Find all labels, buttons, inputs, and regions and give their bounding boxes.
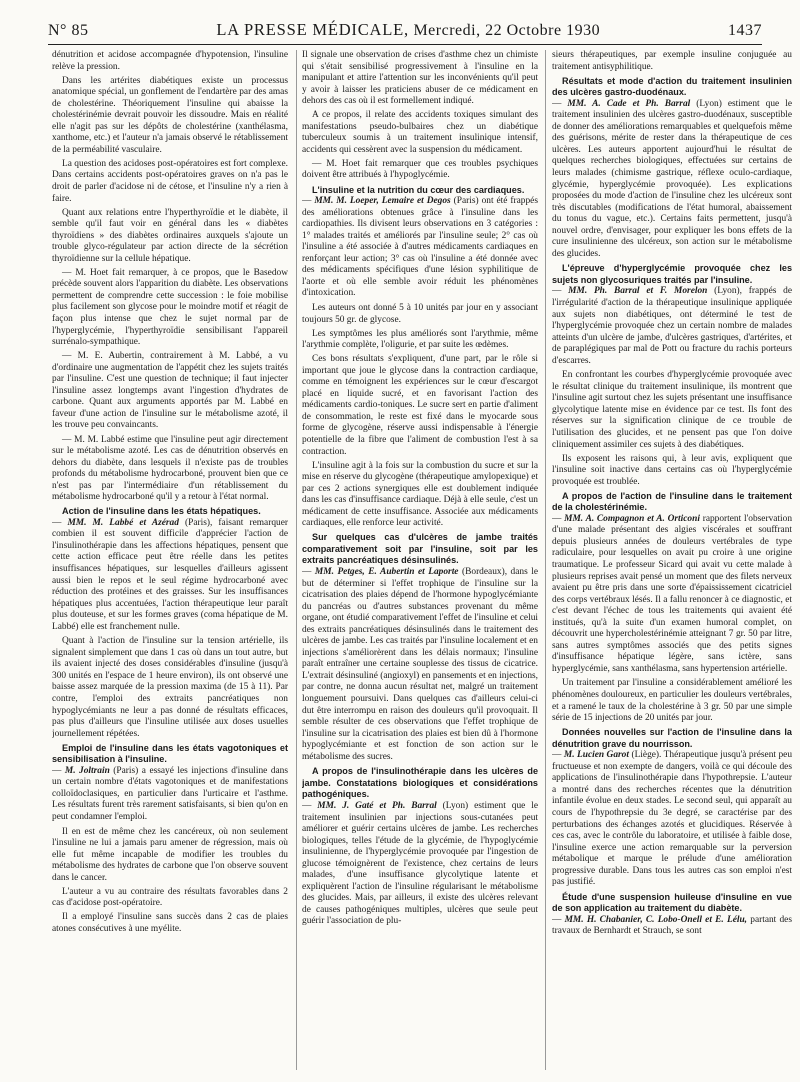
- communication-authors: MM. H. Chabanier, C. Lobo-Onell et E. Lélu,: [564, 914, 748, 925]
- communication-authors: MM. A. Cade et Ph. Barral: [567, 98, 691, 109]
- paragraph: L'insuline agit à la fois sur la combustion du sucre et sur la mise en réserve du glycogène (thérapeutique amylopexique) et par ces 2 actions synergiques elle est doublement indiquée dans les cas d'insuffisance cardiaque. Déjà à elle seule, c'est un médicament de cette insuffisance. Associée aux médicaments cardiaques, elle renforce leur activité.: [302, 460, 538, 529]
- paragraph: — M. E. Aubertin, contrairement à M. Labbé, a vu d'ordinaire une augmentation de l'appétit chez les sujets traités par l'insuline. C'est une question de technique; il faut injecter l'insuline assez longtemps avant l'ingestion d'hydrates de carbone. Quant aux arguments apportés par M. Labbé en faveur d'une action de l'insuline sur le métabolisme azoté, il les trouve peu convaincants.: [52, 351, 288, 431]
- communication-title: Sur quelques cas d'ulcères de jambe traités comparativement soit par l'insuline, soit par les extraits pancréatiques désinsulinés.: [302, 532, 538, 566]
- em-dash: —: [552, 914, 565, 925]
- paragraph: dénutrition et acidose accompagnée d'hypotension, l'insuline relève la pression.: [52, 50, 288, 72]
- paragraph: — M. Hoet fait remarquer, à ce propos, que le Basedow précède souvent alors l'apparition du diabète. Les observations permettent de comprendre cette succession : le foie mobilise plus facilement son glycose pour le moindre motif et réagit de façon plus intense que chez le sujet normal par de l'hyperglycémie, l'hyperthyroïdie sensibilisant l'appareil surrénalo-sympathique.: [52, 267, 288, 348]
- em-dash: —: [302, 800, 318, 811]
- communication-body: partant des travaux de Bernhardt et Strauch, se sont: [552, 914, 792, 937]
- em-dash: —: [552, 750, 564, 761]
- communication-body: (Paris), faisant remarquer combien il est souvent difficile d'apprécier l'action de l'insulinothérapie dans les affections hépatiques, pensent que cette action efficace peut être réelle dans les petites insuffisances hépatiques, sur lesquelles d'ailleurs agissent aussi bien le repos et le seul régime hydrocarboné avec réduction des protéines et des graisses. Sur les insuffisances hépatiques plus accentuées, l'action thérapeutique leur paraît plus douteuse, et sur les formes graves (coma hépatique de M. Labbé) elle est franchement nulle.: [52, 517, 288, 632]
- em-dash: —: [52, 517, 68, 528]
- em-dash: —: [302, 196, 315, 207]
- communication-title: A propos de l'insulinothérapie dans les ulcères de jambe. Constatations biologiques et considérations pathogéniques.: [302, 766, 538, 800]
- communication: [52, 743, 288, 824]
- communication-title: Action de l'insuline dans les états hépatiques.: [62, 506, 261, 517]
- communication-title: L'épreuve d'hyperglycémie provoquée chez les sujets non glycosuriques traités par l'insuline.: [552, 263, 792, 285]
- paragraph: Un traitement par l'insuline a considérablement amélioré les phénomènes douloureux, en particulier les douleurs vertébrales, et a ramené le taux de la cholestérine à 3 gr. 50 par une simple série de 15 injections de 20 unités par jour.: [552, 678, 792, 724]
- em-dash: —: [552, 513, 565, 524]
- em-dash: —: [552, 286, 569, 297]
- paragraph: A ce propos, il relate des accidents toxiques simulant des manifestations pseudo-bulbaires chez un diabétique tuberculeux soumis à un traitement insulinique intensif, accidents qui cessèrent avec la suspension du médicament.: [302, 110, 538, 155]
- communication: [552, 76, 792, 261]
- paragraph: En confrontant les courbes d'hyperglycémie provoquée avec le résultat clinique du traitement insulinique, ils montrent que l'insuline agit surtout chez les sujets présentant une insuffisance glycolytique latente mise en évidence par ce test. Ils font des réserves sur la signification clinique de ce trouble de l'utilisation des glucides, et ne pensent pas que l'on doive cliniquement assimiler ces sujets à des diabétiques.: [552, 370, 792, 450]
- column-3: [552, 50, 792, 1068]
- communication-title: Résultats et mode d'action du traitement insulinien des ulcères gastro-duodénaux.: [552, 75, 792, 98]
- paragraph: L'auteur a vu au contraire des résultats favorables dans 2 cas d'acidose post-opératoire.: [52, 886, 288, 909]
- page-number: 1437: [728, 22, 762, 39]
- em-dash: —: [52, 765, 65, 776]
- paragraph: Il en est de même chez les cancéreux, où non seulement l'insuline ne lui a jamais paru amener de régression, mais où elle fut même incapable de modifier les troubles du métabolisme des hydrates de carbone que l'on observe souvent dans le cancer.: [52, 826, 288, 883]
- communication-authors: MM. Petges, E. Aubertin et Laporte: [314, 567, 459, 578]
- paragraph: La question des acidoses post-opératoires est fort complexe. Dans certains accidents post-opératoires graves on n'a pas le droit de parler d'acidose ni de cétose, et l'insuline n'y a rien à faire.: [52, 158, 288, 204]
- issue-date: Mercredi, 22 Octobre 1930: [413, 22, 601, 39]
- communication: [302, 766, 538, 928]
- communication-body: (Lyon) estiment que le traitement insulinien par injections sous-cutanées peut améliorer et guérir certains ulcères de jambe. Les recherches biologiques, telles l'étude de la glycémie, de l'hypoglycémie insulinienne, de l'hyperglycémie provoquée par l'ingestion de glucose témoignèrent de l'existence, chez certains de leurs malades, d'une insuffisance glycolytique latente et expliquèrent l'action de l'insuline régularisant le métabolisme des glucides. Mais, par ailleurs, il existe des ulcères relevant de causes pathogéniques multiples, ulcères que seule peut guérir l'association de plu-: [302, 800, 538, 927]
- paragraph: Il signale une observation de crises d'asthme chez un chimiste qui s'était sensibilisé progressivement à l'insuline en la manipulant et attire l'attention sur les inconvénients qu'il peut y avoir à laisser les praticiens abuser de ce médicament en dehors des cas où il est formellement indiqué.: [302, 50, 538, 107]
- communication: [552, 892, 792, 938]
- header-rule: [48, 44, 762, 45]
- column-divider: [296, 50, 297, 1070]
- issue-number: N° 85: [48, 22, 89, 39]
- communication-title: L'insuline et la nutrition du cœur des cardiaques.: [312, 184, 525, 195]
- communication: [552, 727, 792, 889]
- communication-body: rapportent l'observation d'une malade présentant des algies viscérales et souffrant depuis plusieurs années de douleurs vertébrales de type radiculaire, pour lesquelles on avait pu croire à une origine traumatique. Le professeur Sicard qui avait vu cette malade à plusieurs reprises avait pensé un moment que des filets nerveux avaient pu être pris dans une sorte d'épaississement cicatriciel des corps vertébraux lésés. Il a fallu renoncer à ce diagnostic, et c'est devant l'échec de tous les traitements qui avaient été institués, qu'à la suite d'un examen humoral complet, on découvrit une hypercholestérinémie atteignant 7 gr. 50 par litre, sans autres symptômes associés que des petits signes d'insuffisance hépatique légère, sans ictère, sans hyperglycémie, sans xanthélasma, sans hypertension artérielle.: [552, 513, 792, 674]
- paragraph: sieurs thérapeutiques, par exemple insuline conjuguée au traitement antisyphilitique.: [552, 50, 792, 72]
- communication-authors: MM. M. Labbé et Azérad: [67, 517, 179, 528]
- paragraph: Quant aux relations entre l'hyperthyroïdie et le diabète, il semble qu'il faut voir en général dans les « diabètes thyroïdiens » des diabètes ordinaires auxquels s'ajoute un trouble glyco-régulateur par action directe de la sécrétion thyroïdienne sur la cellule hépatique.: [52, 207, 288, 264]
- paragraph: Il a employé l'insuline sans succès dans 2 cas de plaies atones consécutives à une myélite.: [52, 912, 288, 934]
- column-1: [52, 50, 288, 1068]
- communication-authors: MM. Ph. Barral et F. Morelon: [568, 286, 708, 297]
- communication-authors: M. Lucien Garot: [563, 750, 629, 761]
- paragraph: — M. Hoet fait remarquer que ces troubles psychiques doivent être attribués à l'hypoglycémie.: [302, 158, 538, 181]
- communication-body: (Liège). Thérapeutique jusqu'à présent peu fructueuse et non exempte de dangers, voilà ce qui découle des applications de l'insulinothérapie dans l'hypothrepsie. L'auteur a montré dans des recherches récentes que la dénutrition infantile évolue en deux stades. Le second seul, qui apparaît au cours de l'hypothrepsie du 3e degré, se caractérise par des perturbations des échanges azotés et glucidiques. Réservée à ces cas, avec le contrôle du laboratoire, et utilisée à faible dose, l'insuline exerce une action remarquable sur la perversion métabolique et marque le prélude d'une amélioration progressive durable. Dans tous les autres cas son emploi n'est pas justifié.: [552, 750, 792, 888]
- communication-authors: MM. A. Compagnon et A. Orticoni: [564, 513, 700, 524]
- communication: [52, 506, 288, 633]
- communication-body: (Lyon) estiment que le traitement insulinien des ulcères gastro-duodénaux, susceptible de donner des améliorations remarquables et quelquefois même des guérisons, mérite de rester dans la thérapeutique de ces ulcères. Les auteurs apportent aujourd'hui le résultat de quelques recherches biologiques, effectuées sur certains de leurs malades (chimisme gastrique, réflexe oculo-cardiaque, glycémie, hyperglycémie provoquée). Les explications proposées du mode d'action de l'insuline chez les ulcéreux sont très discutables (modifications de l'état humoral, abaissement du tonus du vague, etc.). Certains faits permettent, jusqu'à nouvel ordre, d'envisager, pour expliquer les bons effets de la cure insulinienne des ulcéreux, son action sur le métabolisme des glucides.: [552, 98, 792, 259]
- communication-body: (Lyon), frappés de l'irrégularité d'action de la thérapeutique insulinique appliquée aux sujets non diabétiques, ont déterminé le test de l'hyperglycémie provoquée chez un certain nombre de malades atteints d'un ulcère de jambe, d'ulcères gastriques, d'artérites, et de paraplégiques par mal de Pott ou fracture du rachis porteurs d'escarres.: [552, 286, 792, 366]
- communication-body: (Paris) a essayé les injections d'insuline dans un certain nombre d'états vagotoniques et de manifestations colloïdoclasiques, en particulier dans l'urticaire et l'asthme. Les résultats furent très rarement satisfaisants, si bien qu'on en peut condamner l'emploi.: [52, 765, 288, 822]
- communication-body: (Paris) ont été frappés des améliorations obtenues grâce à l'insuline dans les cardiopathies. Ils divisent leurs observations en 3 catégories : 1° malades traités et améliorés par l'insuline seule; 2° cas où l'insuline a été associée à d'autres médicaments cardiaques en renforçant leur action; 3° cas où l'insuline a été donnée avec des médicaments spécifiques d'une lésion syphilitique de l'aorte et où elle semble avoir réduit les phénomènes d'intoxication.: [302, 196, 538, 299]
- journal-name: LA PRESSE MÉDICALE,: [216, 20, 409, 39]
- column-2: [302, 50, 538, 1068]
- paragraph: Les auteurs ont donné 5 à 10 unités par jour en y associant toujours 50 gr. de glycose.: [302, 302, 538, 325]
- communication-authors: MM. M. Loeper, Lemaire et Degos: [314, 196, 451, 207]
- paragraph: Dans les artérites diabétiques existe un processus anatomique spécial, un gonflement de l'endartère par des amas de cholestérine. Théoriquement l'insuline qui abaisse la cholestérinémie devrait pouvoir les dissoudre. Mais en réalité elle n'agit pas sur les dépôts de cholestérine (xanthélasma, xanthome, etc.) et l'auteur n'a jamais observé le rétablissement de la perméabilité vasculaire.: [52, 75, 288, 155]
- paragraph: Ces bons résultats s'expliquent, d'une part, par le rôle si important que joue le glycose dans la contraction cardiaque, comme en témoignent les expériences sur le cœur d'escargot placé en liquide sucré, et en favorisant l'action des médicaments cardio-toniques. Le sucre sert en partie d'aliment de consommation, le reste est fixé dans le myocarde sous forme de glycogène, réserve aussi indispensable à l'énergie potentielle de la fibre que l'aliment de combustion l'est à sa contraction.: [302, 354, 538, 457]
- paragraph: Les symptômes les plus améliorés sont l'arythmie, même l'arythmie complète, l'oligurie, et par suite les œdèmes.: [302, 328, 538, 351]
- communication: [302, 532, 538, 763]
- em-dash: —: [552, 98, 568, 109]
- paragraph: Quant à l'action de l'insuline sur la tension artérielle, ils signalent simplement que dans 1 cas où dans un tout autre, but ils avaient injecté des doses considérables d'insuline (jusqu'à 300 unités en l'espace de 1 heure environ), ils ont observé une baisse assez marquée de la pression maxima (de 15 à 11). Par contre, l'emploi des extraits pancréatiques non hypoglycémiants ne leur a pas donné de résultats efficaces, pas plus d'ailleurs que l'insuline utilisée aux doses usuelles journellement répétées.: [52, 636, 288, 739]
- communication-authors: M. Joltrain: [64, 765, 110, 776]
- paragraph: Ils exposent les raisons qui, à leur avis, expliquent que l'insuline soit inactive dans certains cas où l'hyperglycémie provoquée est troublée.: [552, 453, 792, 487]
- communication: [552, 491, 792, 676]
- page-header: [48, 20, 762, 42]
- communication: [552, 263, 792, 367]
- communication-title: Emploi de l'insuline dans les états vagotoniques et sensibilisation à l'insuline.: [52, 742, 288, 765]
- communication-title: A propos de l'action de l'insuline dans le traitement de la cholestérinémie.: [552, 490, 792, 513]
- communication-body: (Bordeaux), dans le but de déterminer si l'effet trophique de l'insuline sur la cicatrisation des plaies dépend de l'hormone hypoglycémiante du pancréas ou d'autres substances provenant du même organe, ont étudié comparativement l'effet de l'insuline et celui des extraits pancréatiques désinsulinés dans le traitement des ulcères de jambe. Les cas traités par l'insuline localement et en injections s'améliorèrent dans les délais normaux; l'insuline paraît entraîner une certaine souplesse des tissus de cicatrice. L'extrait désinsuliné (angioxyl) en pansements et en injections, par contre, ne donna aucun résultat net, malgré un traitement longuement poursuivi. Dans quelques cas d'ailleurs celui-ci dut être interrompu en raison des douleurs qu'il provoquait. Il semble résulter de ces observations que l'effet trophique de l'insuline sur la cicatrisation des plaies est bien dû à l'hormone hypoglycémiante et est fonction de son action sur le métabolisme des sucres.: [302, 567, 538, 762]
- communication: [302, 185, 538, 300]
- masthead: [216, 20, 600, 40]
- paragraph: — M. M. Labbé estime que l'insuline peut agir directement sur le métabolisme azoté. Les cas de dénutrition observés en dehors du diabète, dans lesquels il n'existe pas de troubles profonds du métabolisme hydrocarboné, prouvent bien que ce n'est pas par l'intermédiaire d'un rétablissement du métabolisme hydrocarboné qu'il y a retour à l'état normal.: [52, 434, 288, 503]
- column-divider: [545, 50, 546, 1070]
- communication-title: Étude d'une suspension huileuse d'insuline en vue de son application au traitement du diabète.: [552, 891, 792, 914]
- communication-authors: MM. J. Gaté et Ph. Barral: [317, 800, 437, 811]
- communication-title: Données nouvelles sur l'action de l'insuline dans la dénutrition grave du nourrisson.: [552, 727, 792, 749]
- em-dash: —: [302, 567, 315, 578]
